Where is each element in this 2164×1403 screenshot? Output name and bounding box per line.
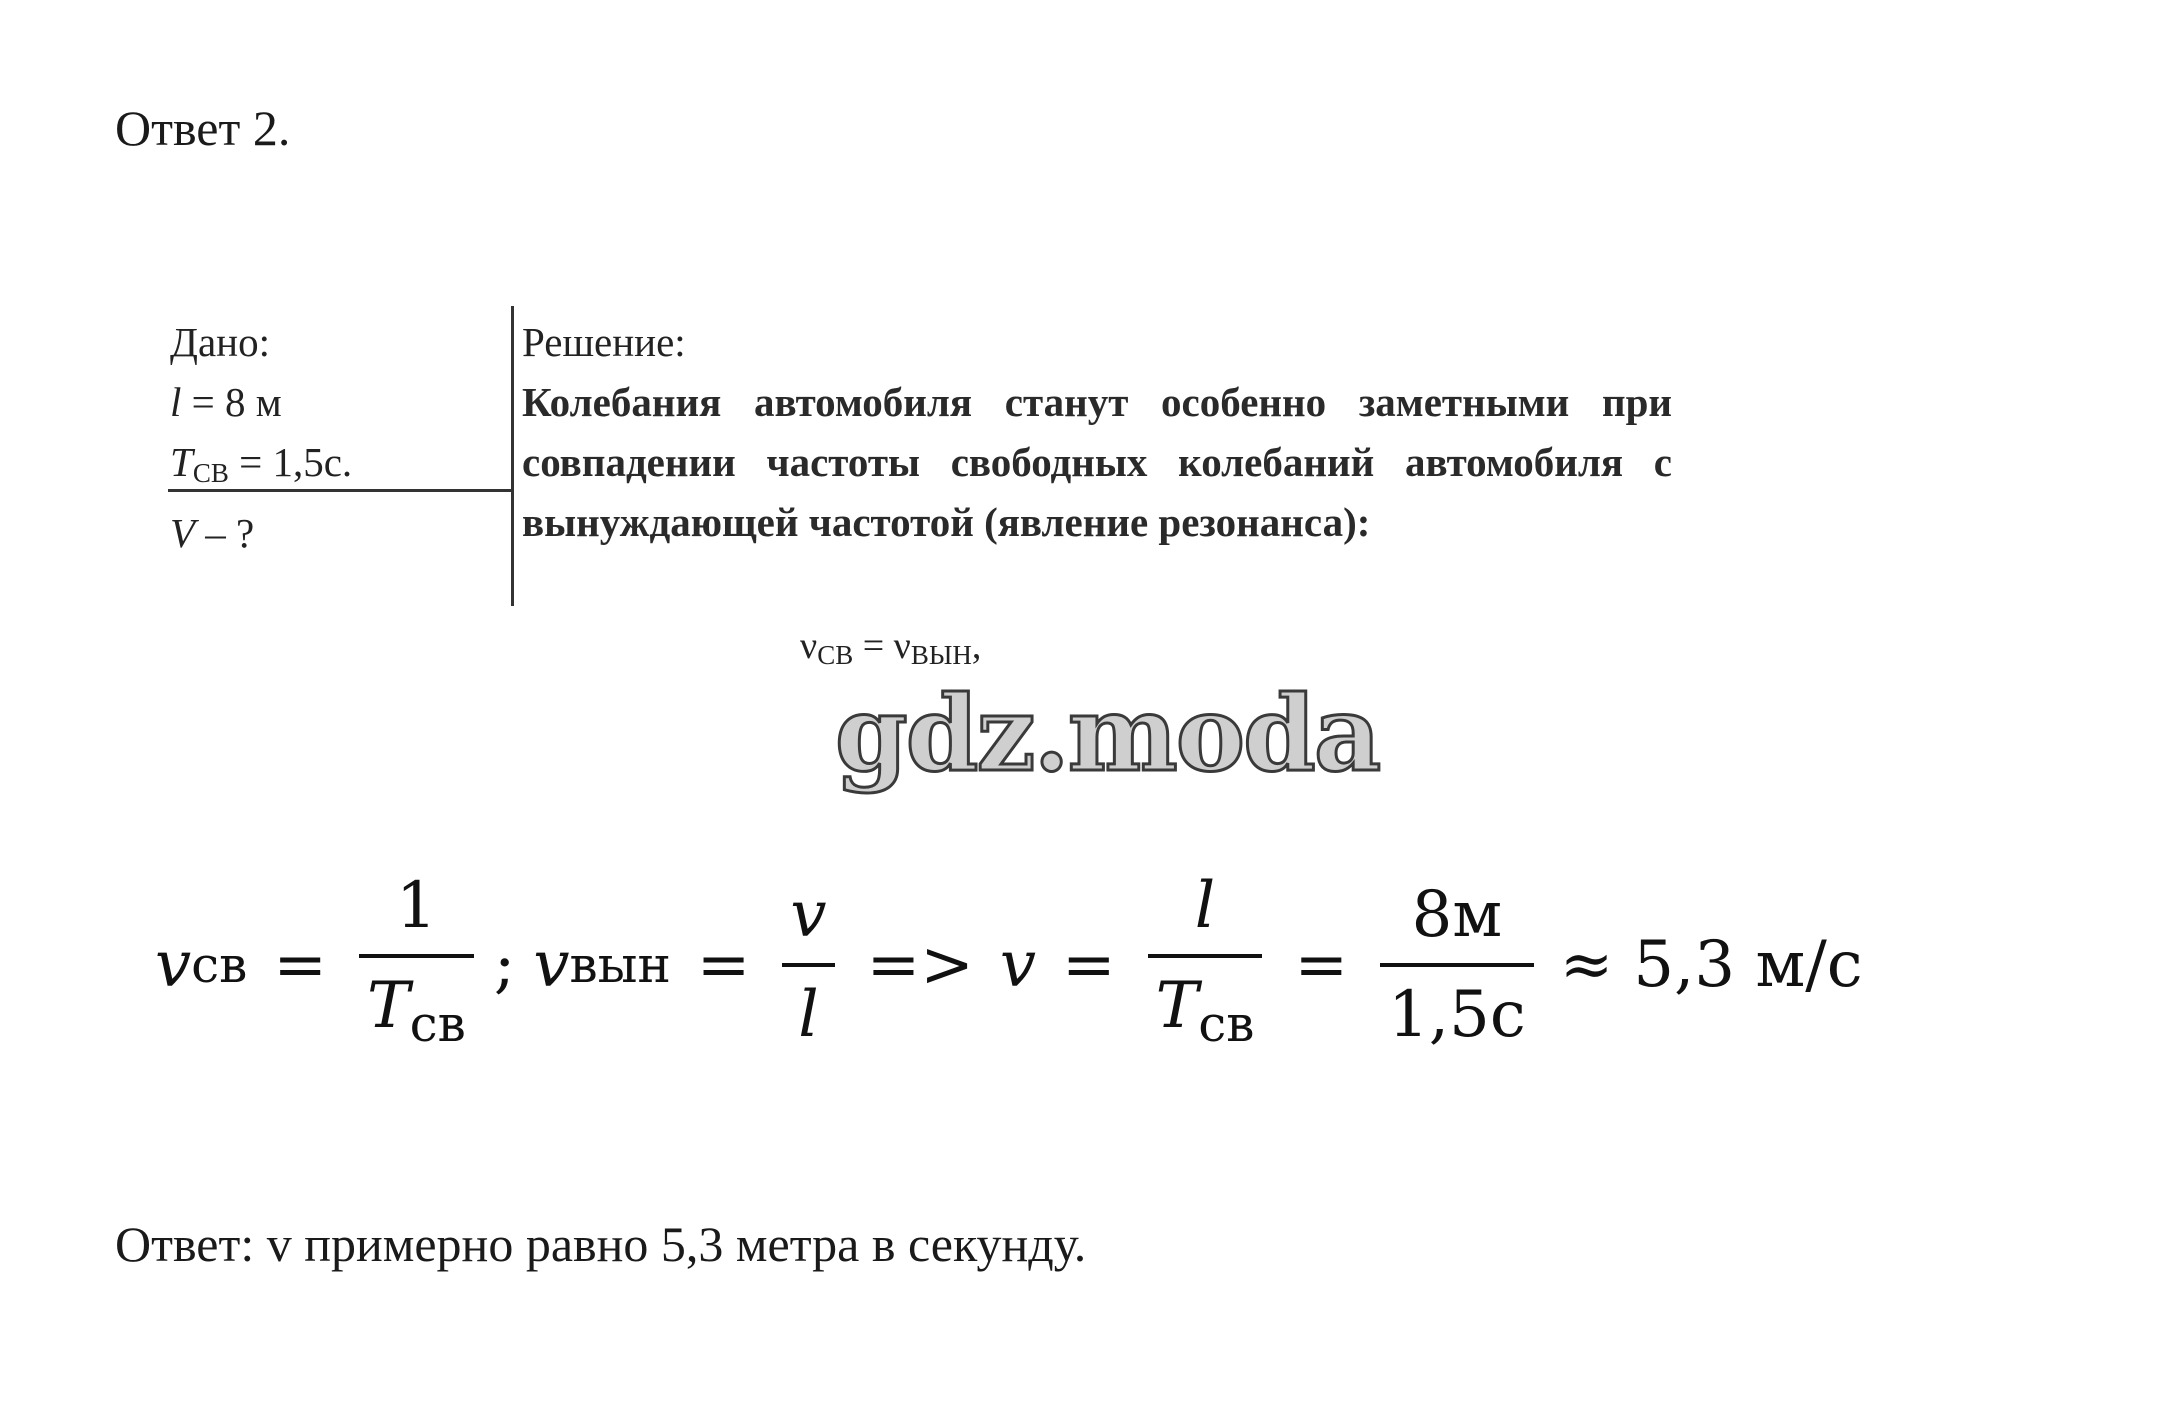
result-value: 5,3 м/с <box>1633 928 1863 1002</box>
equals-sign: = <box>273 928 327 1002</box>
fraction-numerator: 1 <box>396 869 437 943</box>
length-value: = 8 м <box>181 379 282 425</box>
nu-forced: = ν <box>853 625 911 667</box>
v-forced-subscript: вын <box>569 936 671 994</box>
answer-heading: Ответ 2. <box>115 100 291 156</box>
scanned-problem <box>160 312 1680 672</box>
nu-free: ν <box>800 625 818 667</box>
fraction-numerator: l <box>1194 869 1216 943</box>
main-formula <box>155 855 1863 1075</box>
period-subscript: св <box>409 995 466 1053</box>
resonance-equation <box>800 624 981 671</box>
v-result-symbol: v <box>999 928 1036 1002</box>
approx-sign: ≈ <box>1559 928 1614 1002</box>
column-divider <box>511 306 514 606</box>
fraction-numerator: 8м <box>1411 878 1503 952</box>
period-symbol: T <box>1155 969 1199 1043</box>
solution-section <box>522 312 1672 552</box>
period-value: = 1,5с. <box>228 439 353 485</box>
v-forced: v <box>533 928 570 1002</box>
period-subscript: св <box>1198 995 1255 1053</box>
given-length <box>170 372 515 432</box>
fraction-v-over-l <box>782 867 834 1063</box>
equation-comma: , <box>971 625 982 667</box>
fraction-denominator <box>359 958 474 1072</box>
fraction-l-over-period <box>1148 858 1263 1072</box>
equals-sign: = <box>696 928 751 1002</box>
v-free: v <box>155 928 192 1002</box>
given-title: Дано: <box>170 319 270 365</box>
separator: ; <box>493 928 516 1002</box>
given-section <box>170 312 515 563</box>
period-subscript: СВ <box>192 458 229 488</box>
find-question: – ? <box>195 510 255 556</box>
given-period <box>170 432 515 503</box>
fraction-numerator: v <box>790 878 827 952</box>
length-symbol: l <box>170 379 182 425</box>
fraction-numeric <box>1380 867 1534 1063</box>
solution-text: Колебания автомобиля станут особенно заметными при совпадении частоты свободных колебаний автомобиля с вынуждающей частотой (явление резонанса): <box>522 379 1672 545</box>
equals-sign: = <box>1061 928 1116 1002</box>
fraction-denominator <box>1148 958 1263 1072</box>
equals-sign: = <box>1294 928 1349 1002</box>
nu-free-subscript: СВ <box>817 640 854 670</box>
v-free-subscript: св <box>191 936 248 994</box>
nu-forced-subscript: ВЫН <box>910 640 972 670</box>
fraction-one-over-period <box>359 858 474 1072</box>
final-answer: Ответ: v примерно равно 5,3 метра в секунду. <box>115 1216 1087 1272</box>
given-divider <box>168 489 513 492</box>
solution-title: Решение: <box>522 319 686 365</box>
watermark-logo: gdz.moda <box>835 672 1380 795</box>
find-symbol: V <box>170 510 196 556</box>
period-symbol: T <box>170 439 193 485</box>
fraction-denominator: 1,5с <box>1388 978 1526 1052</box>
fraction-denominator: l <box>798 978 819 1052</box>
given-find <box>170 503 515 563</box>
implies-arrow: => <box>866 928 974 1002</box>
period-symbol: T <box>366 969 410 1043</box>
